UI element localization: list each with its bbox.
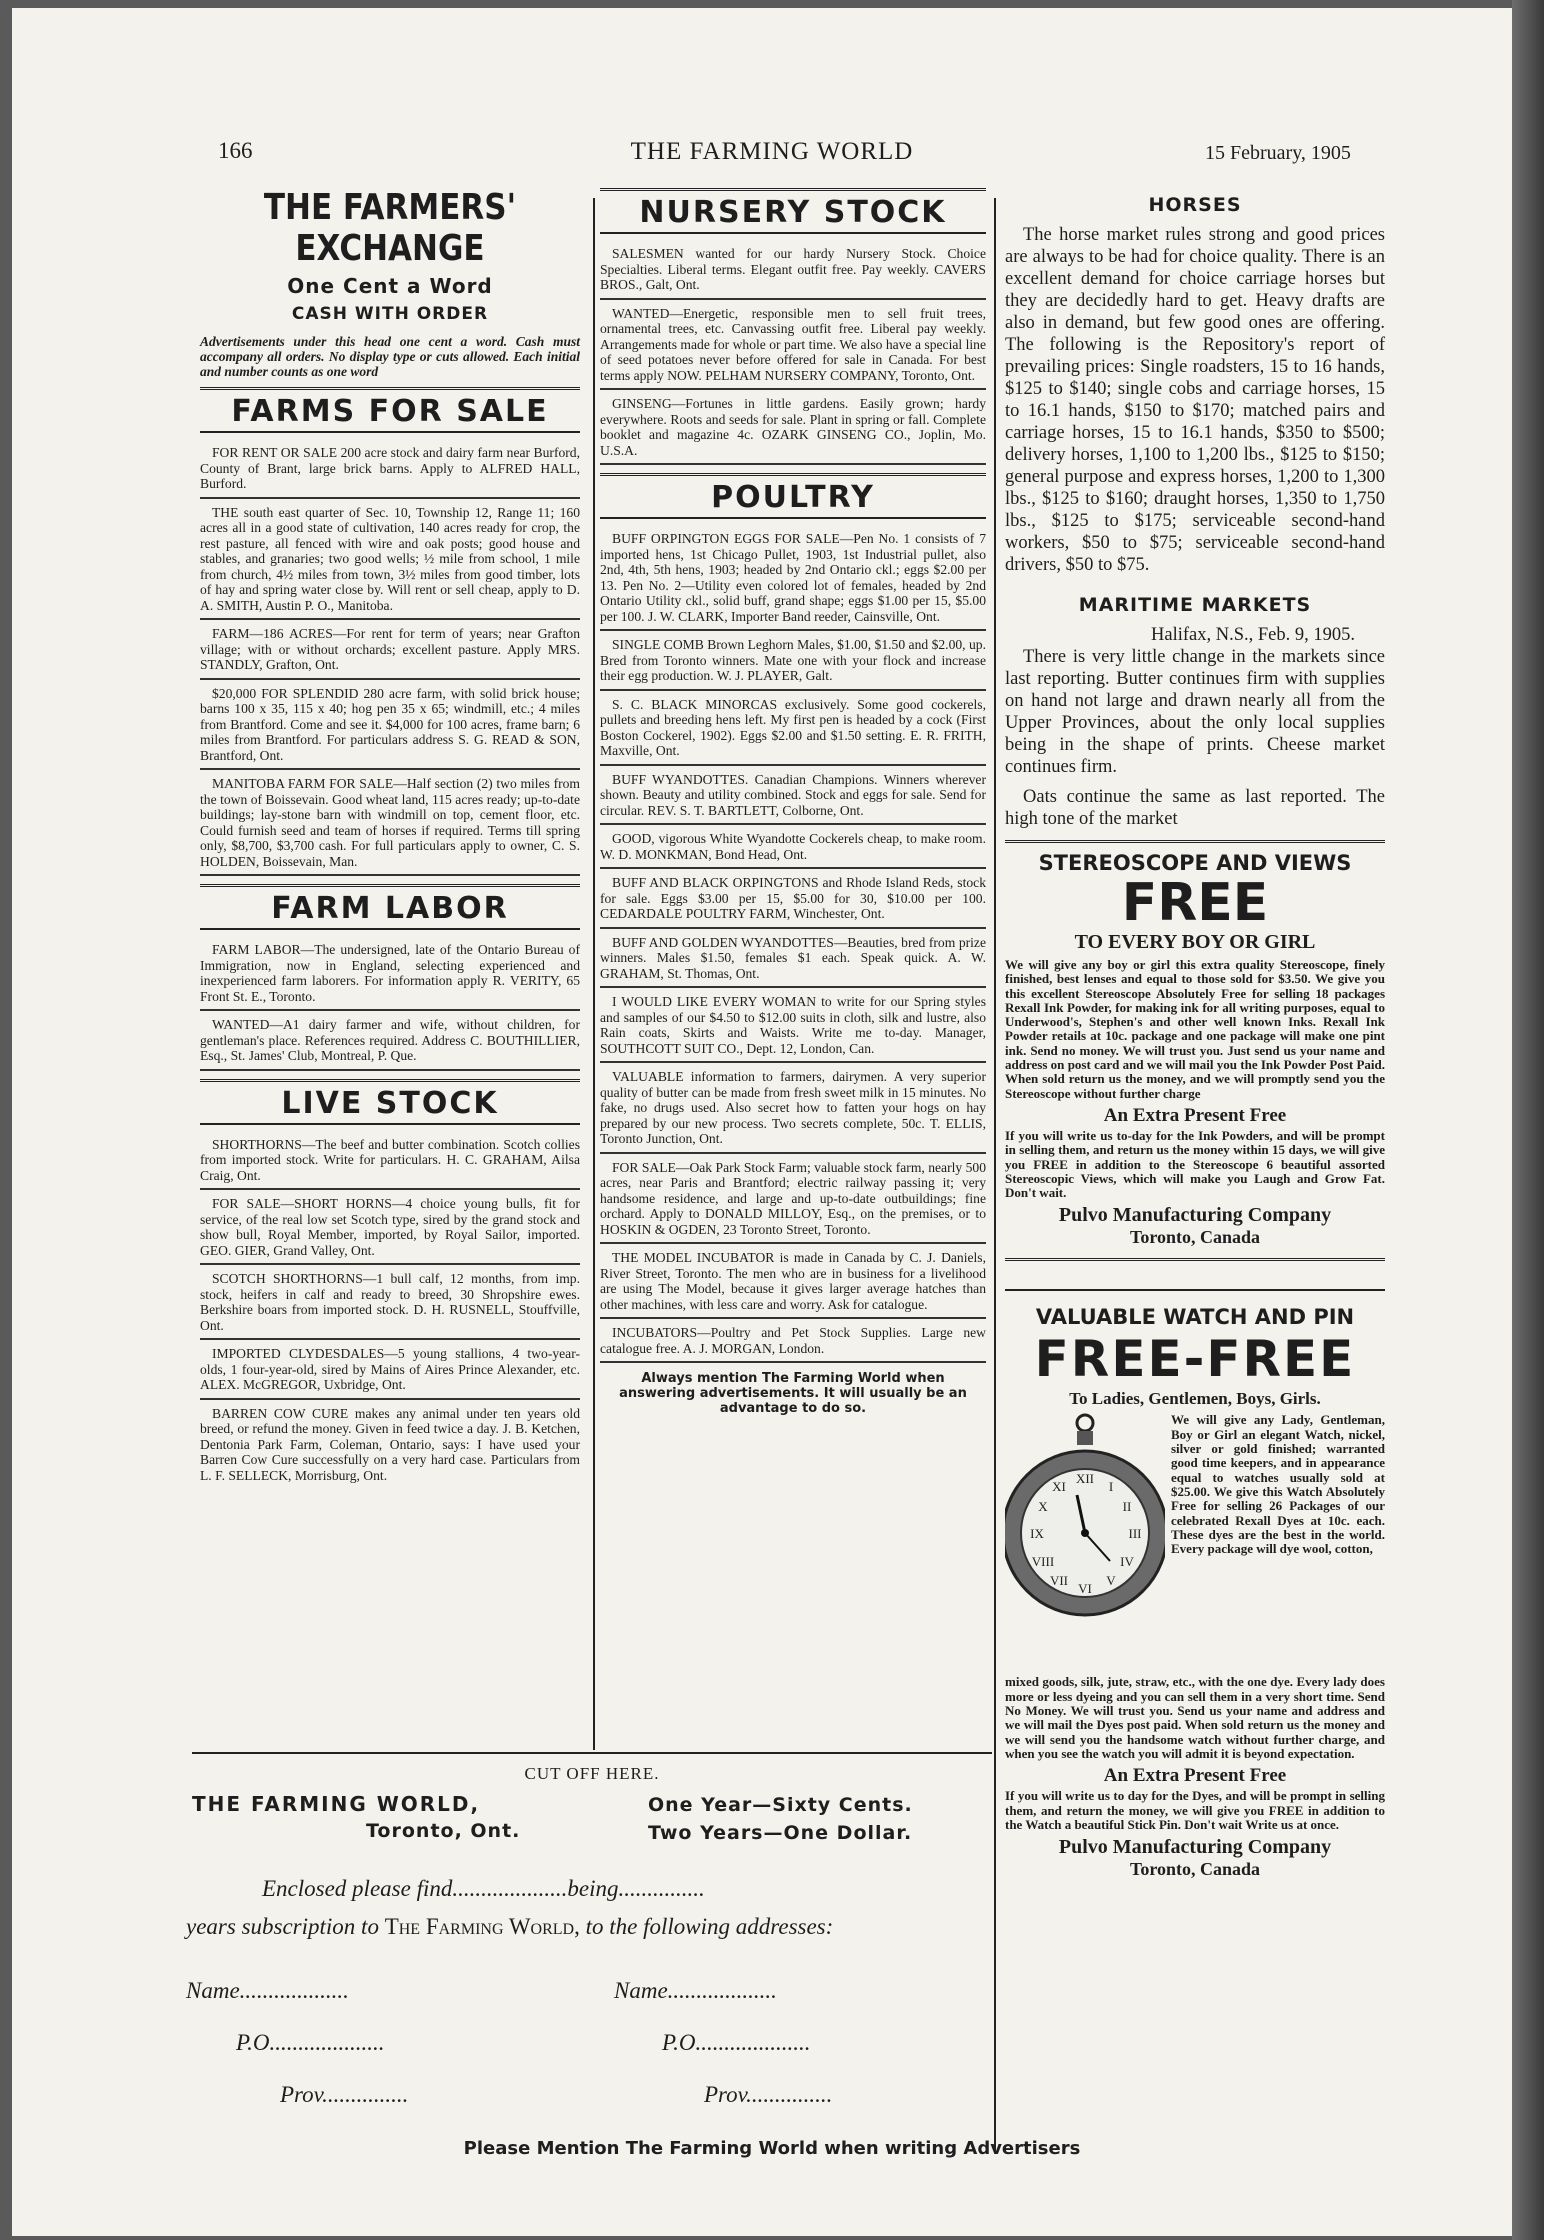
maritime-markets-heading: MARITIME MARKETS bbox=[1078, 594, 1312, 616]
horses-heading: HORSES bbox=[1148, 194, 1242, 216]
svg-text:IV: IV bbox=[1120, 1554, 1134, 1570]
po-label: P.O. bbox=[662, 2030, 702, 2055]
svg-text:VI: VI bbox=[1078, 1581, 1092, 1597]
publisher-city: Toronto, Ont. bbox=[366, 1820, 521, 1842]
stereoscope-ad-free: FREE bbox=[1121, 873, 1269, 933]
extra-present-body: If you will write us to-day for the Ink Powders, and will be prompt in selling them, and return us the money within 15 days, we will give you FREE in addition to the Stereoscope 6 beautiful assorted Stereoscopic Views, which will make you Laugh and Grow Fat. Don't wait. bbox=[1005, 1127, 1385, 1201]
page-edge-shadow bbox=[1512, 0, 1544, 2240]
company-name: Pulvo Manufacturing Company bbox=[1058, 1836, 1332, 1859]
classified-ad: $20,000 FOR SPLENDID 280 acre farm, with solid brick house; barns 100 x 35, 115 x 40; hog pen 35 x 65; windmill, etc.; 4 miles from Brantford. Come and see it. $4,000 for 100 acres, frame barn; 6 miles from Brantford. For particulars address S. G. READ & SON, Brantford, Ont. bbox=[200, 680, 580, 771]
publisher-name: THE FARMING WORLD, bbox=[192, 1792, 481, 1816]
po-label: P.O. bbox=[236, 2030, 276, 2055]
footer-notice: Please Mention The Farming World when writing Advertisers bbox=[463, 2138, 1081, 2159]
maritime-dateline: Halifax, N.S., Feb. 9, 1905. bbox=[1151, 625, 1355, 645]
svg-text:II: II bbox=[1122, 1499, 1132, 1515]
column-rule-left bbox=[593, 198, 595, 1750]
prov-field[interactable]: ............... bbox=[322, 2082, 409, 2107]
column-rule-right bbox=[994, 198, 996, 2150]
being-label: being bbox=[567, 1876, 619, 1901]
classified-ad: SHORTHORNS—The beef and butter combination. Scotch collies from imported stock. Write for particulars. H. C. GRAHAM, Ailsa Craig, Ont. bbox=[200, 1131, 580, 1191]
classified-ad: FARM LABOR—The undersigned, late of the Ontario Bureau of Immigration, now in England, selecting experienced and inexperienced farm laborers. For information apply R. VERITY, 65 Front St. E., Toronto. bbox=[200, 936, 580, 1011]
extra-present-title: An Extra Present Free bbox=[1103, 1104, 1287, 1126]
company-city: Toronto, Canada bbox=[1129, 1227, 1261, 1248]
classified-ad: THE south east quarter of Sec. 10, Township 12, Range 11; 160 acres all in a good state of cultivation, 140 acres ready for crop, the rest pasture, all fenced with wire and oak posts; good house and stables, and granaries; two good wells; ½ mile from school, 1 mile from church, 4½ miles from town, 3½ miles from good timber, lots of hay and spring water close by. Will rent or sell cheap, apply to D. A. SMITH, Austin P. O., Manitoba. bbox=[200, 499, 580, 621]
watch-ad-subtitle: To Ladies, Gentlemen, Boys, Girls. bbox=[1069, 1389, 1321, 1409]
svg-text:I: I bbox=[1108, 1479, 1114, 1495]
svg-text:XII: XII bbox=[1075, 1471, 1095, 1487]
amount-field[interactable]: .................... bbox=[452, 1876, 568, 1901]
classified-ad: WANTED—A1 dairy farmer and wife, without children, for gentleman's place. References required. Address C. BOUTHILLIER, Esq., St. James' Club, Montreal, P. Que. bbox=[200, 1011, 580, 1071]
company-name: Pulvo Manufacturing Company bbox=[1058, 1204, 1332, 1227]
name-field[interactable]: ................... bbox=[239, 1978, 349, 2003]
stereoscope-ad bbox=[1005, 840, 1385, 1261]
addresses-label: to the following addresses: bbox=[585, 1914, 834, 1939]
classified-ad: BUFF AND GOLDEN WYANDOTTES—Beauties, bred from prize winners. Males $1.50, females $1 each. Speak quick. A. W. GRAHAM, St. Thomas, Ont. bbox=[600, 929, 986, 989]
classified-ad: MANITOBA FARM FOR SALE—Half section (2) two miles from the town of Boissevain. Good wheat land, 115 acres ready; up-to-date buildings; lay-stone barn with windmill on top, cement floor, etc. Could furnish seed and team of horses if required. Terms till spring only, $8,700, $3,700 cash. For full particulars apply to owner, C. S. HOLDEN, Boissevain, Man. bbox=[200, 770, 580, 876]
column-middle bbox=[600, 188, 986, 1416]
coupon-top-rule bbox=[192, 1752, 992, 1754]
price-one-year: One Year—Sixty Cents. bbox=[648, 1794, 913, 1816]
masthead-title: THE FARMING WORLD bbox=[630, 138, 914, 165]
classified-ad: IMPORTED CLYDESDALES—5 young stallions, 4 two-year-olds, 1 four-year-old, sired by Mains of Aires Prince Alexander, etc. ALEX. McGREGOR, Uxbridge, Ont. bbox=[200, 1340, 580, 1400]
issue-date: 15 February, 1905 bbox=[1205, 142, 1351, 164]
extra-present-body: If you will write us to day for the Dyes, and will be prompt in selling them, and return the money, we will give you FREE in addition to the Watch a beautiful Stick Pin. Don't wait Write us at once. bbox=[1005, 1788, 1385, 1832]
classified-ad: BUFF WYANDOTTES. Canadian Champions. Winners wherever shown. Beauty and utility combined. Stock and eggs for sale. Send for circular. REV. S. T. BARTLETT, Colborne, Ont. bbox=[600, 766, 986, 826]
classified-ad: VALUABLE information to farmers, dairymen. A very superior quality of butter can be made from fresh sweet milk in 15 minutes. No fake, no drugs used. Also secret how to fatten your hogs on hay prepared by our new process. Two secrets complete, 50c. T. ELLIS, Toronto Junction, Ont. bbox=[600, 1063, 986, 1154]
enclosed-label: Enclosed please find bbox=[262, 1876, 453, 1901]
svg-text:IX: IX bbox=[1030, 1526, 1044, 1542]
extra-present-title: An Extra Present Free bbox=[1103, 1765, 1287, 1787]
live-stock-heading: LIVE STOCK bbox=[200, 1079, 580, 1125]
svg-text:III: III bbox=[1128, 1526, 1142, 1542]
page-number: 166 bbox=[218, 138, 253, 163]
prov-label: Prov bbox=[704, 2082, 747, 2107]
watch-ad bbox=[1005, 1289, 1385, 1880]
cut-off-label: CUT OFF HERE. bbox=[524, 1764, 660, 1783]
stereoscope-ad-subtitle: TO EVERY BOY OR GIRL bbox=[1074, 931, 1316, 953]
classified-ad: I WOULD LIKE EVERY WOMAN to write for our Spring styles and samples of our $4.50 to $12.00 suits in cloth, silk and lustre, also Rain coats, Skirts and Waists. Write me to-day. Manager, SOUTHCOTT SUIT CO., Dept. 12, London, Can. bbox=[600, 988, 986, 1063]
nursery-stock-heading: NURSERY STOCK bbox=[600, 188, 986, 234]
farmers-exchange-title: THE FARMERS' EXCHANGE bbox=[263, 186, 517, 270]
exchange-subtitle: One Cent a Word bbox=[287, 274, 493, 298]
classified-ad: FOR RENT OR SALE 200 acre stock and dairy farm near Burford, County of Brant, large brick barns. Apply to ALFRED HALL, Burford. bbox=[200, 439, 580, 499]
classified-ad: SALESMEN wanted for our hardy Nursery Stock. Choice Specialties. Liberal terms. Elegant outfit free. Pay weekly. CAVERS BROS., Galt, Ont. bbox=[600, 240, 986, 300]
classified-ad: WANTED—Energetic, responsible men to sell fruit trees, ornamental trees, etc. Canvassing outfit free. Liberal pay weekly. Arrangements made for whole or part time. We also have a special line of seed potatoes never before offered for sale in Canada. For best terms apply NOW. PELHAM NURSERY COMPANY, Toronto, Ont. bbox=[600, 300, 986, 391]
stereoscope-ad-body: We will give any boy or girl this extra quality Stereoscope, finely finished, best lenses and equal to those sold for $3.50. We give you this excellent Stereoscope Absolutely Free for selling 18 packages Rexall Ink Powder, for making ink for all writing purposes, equal to Underwood's, Stephen's and other well known Inks. Rexall Ink Powder retails at 10c. package and one package will make one pint ink. Send no money. We will trust you. Just send us your name and address on post card and we will mail you the Ink Powder Post Paid. When sold return us the money, and we will promptly send you the Stereoscope without further charge bbox=[1005, 957, 1385, 1101]
pocket-watch-illustration bbox=[1005, 1413, 1165, 1675]
farms-for-sale-heading: FARMS FOR SALE bbox=[200, 387, 580, 433]
mention-notice: Always mention The Farming World when answering advertisements. It will usually be an advantage to do so. bbox=[619, 1371, 967, 1416]
farm-labor-heading: FARM LABOR bbox=[200, 884, 580, 930]
watch-ad-side-text: We will give any Lady, Gentleman, Boy or Girl an elegant Watch, nickel, silver or gold finished; warranted good time keepers, and in appearance equal to watches usually sold at $25.00. We give this Watch Absolutely Free for selling 26 Packages of our celebrated Rexall Dyes at 10c. each. These dyes are the best in the world. Every package will dye wool, cotton, bbox=[1171, 1412, 1385, 1557]
svg-text:XI: XI bbox=[1052, 1479, 1066, 1495]
exchange-cash-note: CASH WITH ORDER bbox=[291, 304, 489, 324]
watch-ad-title: VALUABLE WATCH AND PIN bbox=[1035, 1305, 1355, 1330]
classified-ad: GOOD, vigorous White Wyandotte Cockerels cheap, to make room. W. D. MONKMAN, Bond Head, Ont. bbox=[600, 825, 986, 869]
maritime-paragraph: There is very little change in the markets since last reporting. Butter continues firm with supplies on hand not large and drawn nearly all from the Upper Provinces, about the only local supplies being in the shape of prints. Cheese market continues firm. bbox=[1005, 647, 1385, 777]
exchange-terms: Advertisements under this head one cent a word. Cash must accompany all orders. No display type or cuts allowed. Each initial and number counts as one word bbox=[200, 334, 580, 379]
name-label: Name bbox=[614, 1978, 668, 2003]
po-field[interactable]: ................... bbox=[275, 2030, 385, 2055]
classified-ad: BUFF ORPINGTON EGGS FOR SALE—Pen No. 1 consists of 7 imported hens, 1st Chicago Pullet, 1903, 1st Industrial pullet, also 2nd, 4th, 5th hens, 1903; headed by 2nd Ontario ckl.; eggs $2.00 per 13. Pen No. 2—Utility even colored lot of females, headed by 2nd Ontario Utility ckl., solid buff, grand shape; eggs $1.00 per 15, $5.00 per 100. J. W. CLARK, Importer Band reeder, Cainsville, Ont. bbox=[600, 525, 986, 631]
column-left bbox=[200, 188, 580, 1488]
publication-name: The Farming World, bbox=[384, 1914, 580, 1939]
classified-ad: S. C. BLACK MINORCAS exclusively. Some good cockerels, pullets and breeding hens left. My first pen is headed by a cock (First Boston Cockerel, 1902). Eggs $2.00 and $1.50 setting. E. R. FRITH, Maxville, Ont. bbox=[600, 691, 986, 766]
maritime-paragraph: Oats continue the same as last reported. The high tone of the market bbox=[1005, 787, 1385, 829]
name-field[interactable]: ................... bbox=[667, 1978, 777, 2003]
column-right bbox=[1005, 188, 1385, 1880]
svg-text:VII: VII bbox=[1049, 1573, 1069, 1589]
watch-ad-body: mixed goods, silk, jute, straw, etc., with the one dye. Every lady does more or less dyeing and you can sell them in a very short time. Send No Money. We will trust you. Send us your name and address and we will mail the Dyes post paid. When sold return us the money and we will send you the handsome watch without further charge, and when you see the watch you will admit it is beyond expectation. bbox=[1005, 1674, 1385, 1761]
years-label: years subscription to bbox=[186, 1914, 379, 1939]
watch-ad-free: FREE-FREE bbox=[1034, 1330, 1356, 1389]
classified-ad: GINSENG—Fortunes in little gardens. Easily grown; hardy everywhere. Roots and seeds for sale. Plant in spring or fall. Complete booklet and magazine 4c. OZARK GINSENG CO., Joplin, Mo. U.S.A. bbox=[600, 390, 986, 465]
years-field[interactable]: ............... bbox=[618, 1876, 705, 1901]
classified-ad: BARREN COW CURE makes any animal under ten years old breed, or refund the money. Given in feed twice a day. J. B. Ketchen, Dentonia Park Farm, Coleman, Ontario, says: I have used your Barren Cow Cure successfully on a very hard case. Particulars from L. F. SELLECK, Morrisburg, Ont. bbox=[200, 1405, 580, 1483]
name-label: Name bbox=[186, 1978, 240, 2003]
classified-ad: FOR SALE—Oak Park Stock Farm; valuable stock farm, nearly 500 acres, near Paris and Brantford; electric railway passing it; very handsome residence, and large and up-to-date outbuildings; fine orchard. Apply to DONALD MILLOY, Esq., on the premises, or to HOSKIN & OGDEN, 23 Toronto Street, Toronto. bbox=[600, 1154, 986, 1245]
classified-ad: FOR SALE—SHORT HORNS—4 choice young bulls, fit for service, of the real low set Scotch type, sired by the grand stock and show bull, Royal Member, imported, by Royal Sailor, imported. GEO. GIER, Grand Valley, Ont. bbox=[200, 1190, 580, 1265]
prov-label: Prov bbox=[280, 2082, 323, 2107]
svg-text:VIII: VIII bbox=[1031, 1554, 1055, 1570]
po-field[interactable]: ................... bbox=[701, 2030, 811, 2055]
stereoscope-ad-title: STEREOSCOPE AND VIEWS bbox=[1038, 851, 1352, 875]
classified-ad: SCOTCH SHORTHORNS—1 bull calf, 12 months, from imp. stock, heifers in calf and ready to breed, 30 Shropshire ewes. Berkshire boars from imported stock. D. H. RUSNELL, Stouffville, Ont. bbox=[200, 1265, 580, 1340]
price-two-years: Two Years—One Dollar. bbox=[648, 1822, 913, 1844]
horses-report: The horse market rules strong and good prices are always to be had for choice quality. There is an excellent demand for choice carriage horses but they are decidedly hard to get. Heavy drafts are also in demand, but few good ones are offering. The following is the Repository's report of prevailing prices: Single roadsters, 15 to 16 hands, $125 to $140; single cobs and carriage horses, 15 to 16.1 hands, $150 to $170; matched pairs and carriage horses, 15 to 16.1 hands, $350 to $500; delivery horses, 1,100 to 1,200 lbs., $125 to $150; general purpose and express horses, 1,200 to 1,300 lbs., $125 to $160; draught horses, 1,350 to 1,750 lbs., $125 to $175; serviceable second-hand workers, $50 to $75; serviceable second-hand drivers, $50 to $75. bbox=[1005, 225, 1385, 575]
svg-text:X: X bbox=[1038, 1499, 1048, 1515]
classified-ad: FARM—186 ACRES—For rent for term of years; near Grafton village; with or without orchards; excellent pasture. Apply MRS. STANDLY, Grafton, Ont. bbox=[200, 620, 580, 680]
company-city: Toronto, Canada bbox=[1129, 1859, 1261, 1880]
svg-text:V: V bbox=[1106, 1573, 1116, 1589]
classified-ad: THE MODEL INCUBATOR is made in Canada by C. J. Daniels, River Street, Toronto. The men who are in business for a livelihood are using The Model, because it gives larger average hatches than other machines, with less care and worry. Ask for catalogue. bbox=[600, 1244, 986, 1319]
classified-ad: INCUBATORS—Poultry and Pet Stock Supplies. Large new catalogue free. A. J. MORGAN, London. bbox=[600, 1319, 986, 1363]
poultry-heading: POULTRY bbox=[600, 473, 986, 519]
prov-field[interactable]: ............... bbox=[746, 2082, 833, 2107]
classified-ad: BUFF AND BLACK ORPINGTONS and Rhode Island Reds, stock for sale. Eggs $3.00 per 15, $5.00 for 30, $10.00 per 100. CEDARDALE POULTRY FARM, Winchester, Ont. bbox=[600, 869, 986, 929]
classified-ad: SINGLE COMB Brown Leghorn Males, $1.00, $1.50 and $2.00, up. Bred from Toronto winners. Mate one with your flock and increase their egg production. W. J. PLAYER, Galt. bbox=[600, 631, 986, 691]
